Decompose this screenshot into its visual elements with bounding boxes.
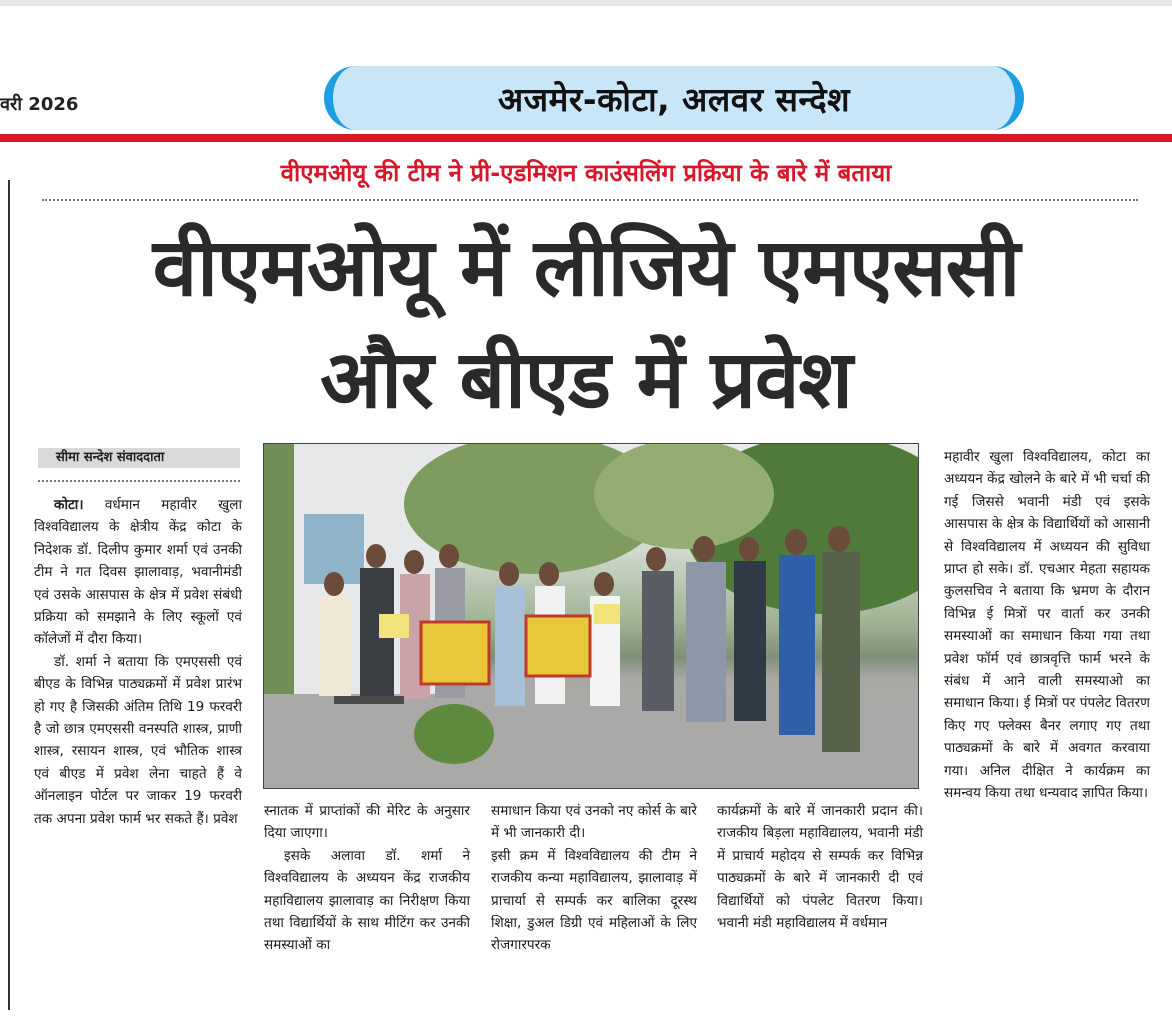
column-1 — [34, 494, 242, 830]
kicker-divider — [42, 199, 1138, 201]
news-photo — [263, 443, 919, 789]
column-4 — [717, 800, 923, 934]
paragraph-8: महावीर खुला विश्वविद्यालय, कोटा का अध्ययन केंद्र खोलने के बारे में भी चर्चा की गई जिससे भवानी मंडी एवं इसके आसपास के क्षेत्र के विद्यार्थियों को आसानी से विश्वविद्यालय में अध्ययन की सुविधा प्राप्त हो सके। डॉ. एचआर मेहता सहायक कुलसचिव ने बताया कि भ्रमण के दौरान विभिन्न ई मित्रों पर वार्ता कर उनकी समस्याओं का समाधान किया गया तथा प्रवेश फॉर्म एवं छात्रवृत्ति फार्म भरने के संबंध में आने वाली समस्याओ का समाधान किया। ई मित्रों पर पंपलेट वितरण किए गए फ्लेक्स बैनर लगाए गए तथा पाठ्यक्रमों के बारे में अवगत करवाया गया। अनिल दीक्षित ने कार्यक्रम का समन्वय किया तथा धन्यवाद ज्ञापित किया। — [944, 449, 1150, 802]
headline-line-1: वीएमओयू में लीजिये एमएससी — [152, 221, 1020, 314]
paragraph-6: इसी क्रम में विश्वविद्यालय की टीम ने राजकीय कन्या महाविद्यालय, झालावाड़ में प्राचार्या से सम्पर्क कर बालिका दूरस्थ शिक्षा, डुअल डिग्री एवं महिलाओं के लिए रोजगारपरक — [491, 847, 697, 954]
headline-line-2: और बीएड में प्रवेश — [320, 333, 852, 426]
section-banner — [324, 66, 1024, 130]
issue-date: वरी 2026 — [0, 94, 79, 115]
paragraph-1: वर्धमान महावीर खुला विश्वविद्यालय के क्षेत्रीय केंद्र कोटा के निदेशक डॉ. दिलीप कुमार शर्मा एवं उनकी टीम ने गत दिवस झालावाड़, भवानीमंडी एवं उसके आसपास के क्षेत्र में प्रवेश संबंधी प्रक्रिया को समझाने के लिए स्कूलों एवं कॉलेजों में दौरा किया। — [34, 497, 242, 648]
paragraph-4: इसके अलावा डॉ. शर्मा ने विश्वविद्यालय के अध्ययन केंद्र राजकीय महाविद्यालय झालावाड़ का निरीक्षण किया तथा विद्यार्थियों के साथ मीटिंग कर उनकी समस्याओं का — [264, 847, 470, 954]
group-photo-illustration — [264, 444, 918, 788]
masthead-rule — [0, 134, 1172, 142]
paragraph-2: डॉ. शर्मा ने बताया कि एमएससी एवं बीएड के विभिन्न पाठ्यक्रमों में प्रवेश प्रारंभ हो गए है जिसकी अंतिम तिथि 19 फरवरी है जो छात्र एमएससी वनस्पति शास्त्र, प्राणी शास्त्र, रसायन शास्त्र, एवं भौतिक शास्त्र एवं बीएड में प्रवेश लेना चाहते हैं वे ऑनलाइन पोर्टल पर जाकर 19 फरवरी तक अपना प्रवेश फार्म भर सकते हैं। प्रवेश — [34, 653, 242, 827]
column-5 — [944, 446, 1150, 805]
column-3 — [491, 800, 697, 957]
paragraph-7: कार्यक्रमों के बारे में जानकारी प्रदान की। राजकीय बिड़ला महाविद्यालय, भवानी मंडी में प्राचार्य महोदय से सम्पर्क कर विभिन्न पाठ्यक्रमों के बारे में जानकारी दी एवं विद्यार्थियों को पंपलेट वितरण किया। भवानी मंडी महाविद्यालय में वर्धमान — [717, 803, 923, 932]
column-2 — [264, 800, 470, 957]
article-headline — [0, 212, 1172, 436]
paragraph-3: स्नातक में प्राप्तांकों की मेरिट के अनुसार दिया जाएगा। — [264, 803, 470, 842]
article-kicker: वीएमओयू की टीम ने प्री-एडमिशन काउंसलिंग प्रक्रिया के बारे में बताया — [280, 159, 892, 187]
paragraph-5: समाधान किया एवं उनको नए कोर्स के बारे में भी जानकारी दी। — [491, 803, 697, 842]
dateline: कोटा। — [54, 497, 84, 513]
byline-divider — [38, 480, 240, 482]
section-title: अजमेर-कोटा, अलवर सन्देश — [497, 79, 851, 119]
top-strip — [0, 0, 1172, 6]
byline: सीमा सन्देश संवाददाता — [38, 448, 240, 468]
